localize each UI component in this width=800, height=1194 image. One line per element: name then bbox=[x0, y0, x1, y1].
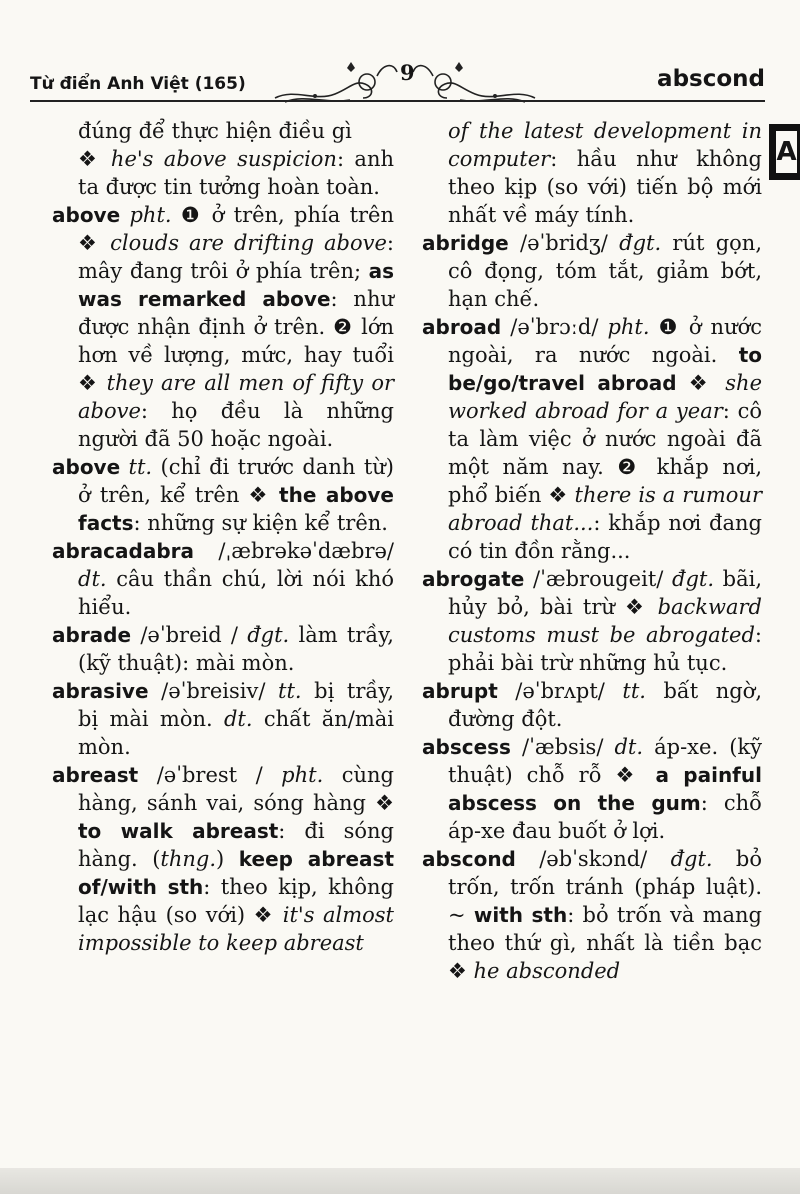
entry-abracadabra bbox=[52, 537, 394, 621]
definition: : họ đều là những người đã 50 hoặc ngoài. bbox=[78, 399, 394, 451]
phrase: with sth bbox=[473, 903, 568, 927]
pronunciation: /əˈbreisiv/ bbox=[148, 679, 279, 703]
headword: abscond bbox=[422, 847, 516, 871]
entry-abrogate bbox=[422, 565, 762, 677]
headword: abroad bbox=[422, 315, 502, 339]
entry-above-tt bbox=[52, 453, 394, 537]
definition: : chỗ áp-xe đau buốt ở lợi. bbox=[448, 791, 762, 843]
definition: : đi sóng hàng. ( bbox=[78, 819, 394, 871]
part-of-speech: đgt. bbox=[672, 567, 714, 591]
definition: ❶ ở trên, phía trên ❖ bbox=[78, 203, 394, 255]
definition: bãi, hủy bỏ, bài trừ ❖ bbox=[448, 567, 762, 619]
pronunciation: /ˈæbsis/ bbox=[510, 735, 615, 759]
pronunciation: /əˈbrest / bbox=[138, 763, 282, 787]
entry-abroad bbox=[422, 313, 762, 565]
page-number: 9 bbox=[400, 60, 415, 85]
text-run bbox=[120, 455, 128, 479]
definition: : hầu như không theo kịp (so với) tiến bộ mới nhất về máy tính. bbox=[448, 147, 762, 227]
part-of-speech: pht. bbox=[129, 203, 172, 227]
entry-abscond bbox=[422, 845, 762, 985]
headword: abridge bbox=[422, 231, 509, 255]
pronunciation: /əˈbrʌpt/ bbox=[497, 679, 623, 703]
text-run: ) bbox=[216, 847, 239, 871]
headword: abscess bbox=[422, 735, 511, 759]
thumb-letter: A bbox=[774, 129, 799, 175]
definition: câu thần chú, lời nói khó hiểu. bbox=[78, 567, 394, 619]
phrase: as was remarked above bbox=[78, 259, 394, 311]
definition: : bỏ trốn và mang theo thứ gì, nhất là tiền bạc ❖ bbox=[448, 903, 762, 983]
entry-continuation bbox=[422, 117, 762, 229]
definition: : như được nhận định ở trên. ❷ lớn hơn về lượng, mức, hay tuổi ❖ bbox=[78, 287, 395, 395]
phrase: the above facts bbox=[78, 483, 394, 535]
phrase: a painful abscess on the gum bbox=[448, 763, 762, 815]
entry-abridge bbox=[422, 229, 762, 313]
definition: chất ăn/mài mòn. bbox=[78, 707, 394, 759]
left-column bbox=[52, 117, 394, 957]
text-run: : anh ta được tin tưởng hoàn toàn. bbox=[78, 147, 394, 199]
right-column bbox=[422, 117, 762, 985]
example-text: he's above suspicion bbox=[110, 147, 337, 171]
definition: : cô ta làm việc ở nước ngoài đã một năm nay. ❷ khắp nơi, phổ biến ❖ bbox=[448, 399, 762, 507]
headword: abracadabra bbox=[52, 539, 195, 563]
usage-label: thng. bbox=[160, 847, 217, 871]
definition: bất ngờ, đường đột. bbox=[448, 679, 762, 731]
definition: áp-xe. (kỹ thuật) chỗ rỗ ❖ bbox=[448, 735, 762, 787]
part-of-speech: pht. bbox=[607, 315, 650, 339]
example-text: clouds are drifting above bbox=[110, 231, 387, 255]
definition: : mây đang trôi ở phía trên; bbox=[78, 231, 394, 283]
page-bottom-edge bbox=[0, 1168, 800, 1194]
pronunciation: /ˌæbrəkəˈdæbrə/ bbox=[194, 539, 394, 563]
pronunciation: /əˈbrɔːd/ bbox=[501, 315, 608, 339]
part-of-speech: đgt. bbox=[247, 623, 290, 647]
example-text: backward customs must be abrogated bbox=[448, 595, 762, 647]
running-head-left: Từ điển Anh Việt (165) bbox=[30, 74, 246, 94]
pronunciation: /əˈbridʒ/ bbox=[508, 231, 620, 255]
part-of-speech: dt. bbox=[614, 735, 644, 759]
pronunciation: /əbˈskɔnd/ bbox=[515, 847, 671, 871]
definition: : khắp nơi đang có tin đồn rằng... bbox=[448, 511, 762, 563]
example-text: she worked abroad for a year bbox=[448, 371, 762, 423]
pronunciation: /ˈæbrougeit/ bbox=[524, 567, 672, 591]
entry-abrasive bbox=[52, 677, 394, 761]
definition: bỏ trốn, trốn tránh (pháp luật). ~ bbox=[448, 847, 762, 927]
example-text: of the latest development in computer bbox=[448, 119, 762, 171]
definition: : theo kịp, không lạc hậu (so với) ❖ bbox=[78, 875, 394, 927]
definition: ❶ ở nước ngoài, ra nước ngoài. bbox=[448, 315, 762, 367]
headword: abreast bbox=[52, 763, 139, 787]
headword: abrade bbox=[52, 623, 132, 647]
part-of-speech: dt. bbox=[78, 567, 107, 591]
part-of-speech: tt. bbox=[278, 679, 302, 703]
entry-above-pht bbox=[52, 201, 394, 453]
definition: cùng hàng, sánh vai, sóng hàng ❖ bbox=[78, 763, 394, 815]
text-run: đúng để thực hiện điều gì bbox=[78, 119, 352, 143]
entry-abreast bbox=[52, 761, 394, 957]
headword: above bbox=[52, 455, 121, 479]
thumb-index-tab bbox=[769, 124, 800, 180]
part-of-speech: dt. bbox=[223, 707, 253, 731]
part-of-speech: tt. bbox=[128, 455, 153, 479]
headword: abrupt bbox=[422, 679, 498, 703]
phrase: keep abreast of/with sth bbox=[78, 847, 394, 899]
page-header bbox=[30, 58, 765, 108]
part-of-speech: pht. bbox=[281, 763, 324, 787]
phrase: to walk abreast bbox=[78, 819, 279, 843]
entry-abscess bbox=[422, 733, 762, 845]
phrase: to be/go/travel abroad bbox=[448, 343, 762, 395]
example-marker: ❖ bbox=[78, 147, 111, 171]
definition: làm trầy, (kỹ thuật): mài mòn. bbox=[78, 623, 394, 675]
definition: rút gọn, cô đọng, tóm tắt, giảm bớt, hạn chế. bbox=[448, 231, 763, 311]
example-text: they are all men of fifty or above bbox=[78, 371, 394, 423]
part-of-speech: đgt. bbox=[619, 231, 662, 255]
header-rule bbox=[30, 100, 765, 102]
definition: bị trầy, bị mài mòn. bbox=[78, 679, 394, 731]
example-marker: ❖ bbox=[676, 371, 726, 395]
headword: abrogate bbox=[422, 567, 525, 591]
definition: (chỉ đi trước danh từ) ở trên, kể trên ❖ bbox=[78, 455, 394, 507]
definition: : phải bài trừ những hủ tục. bbox=[448, 623, 762, 675]
entry-abrupt bbox=[422, 677, 762, 733]
example-text: it's almost impossible to keep abreast bbox=[78, 903, 394, 955]
definition: : những sự kiện kể trên. bbox=[133, 511, 388, 535]
entry-continuation bbox=[52, 117, 394, 201]
pronunciation: /əˈbreid / bbox=[131, 623, 248, 647]
headword: above bbox=[52, 203, 121, 227]
part-of-speech: đgt. bbox=[670, 847, 713, 871]
part-of-speech: tt. bbox=[622, 679, 646, 703]
example-text: there is a rumour abroad that... bbox=[448, 483, 762, 535]
headword: abrasive bbox=[52, 679, 149, 703]
running-head-right: abscond bbox=[657, 66, 765, 92]
example-text: he absconded bbox=[473, 959, 621, 983]
entry-abrade bbox=[52, 621, 394, 677]
